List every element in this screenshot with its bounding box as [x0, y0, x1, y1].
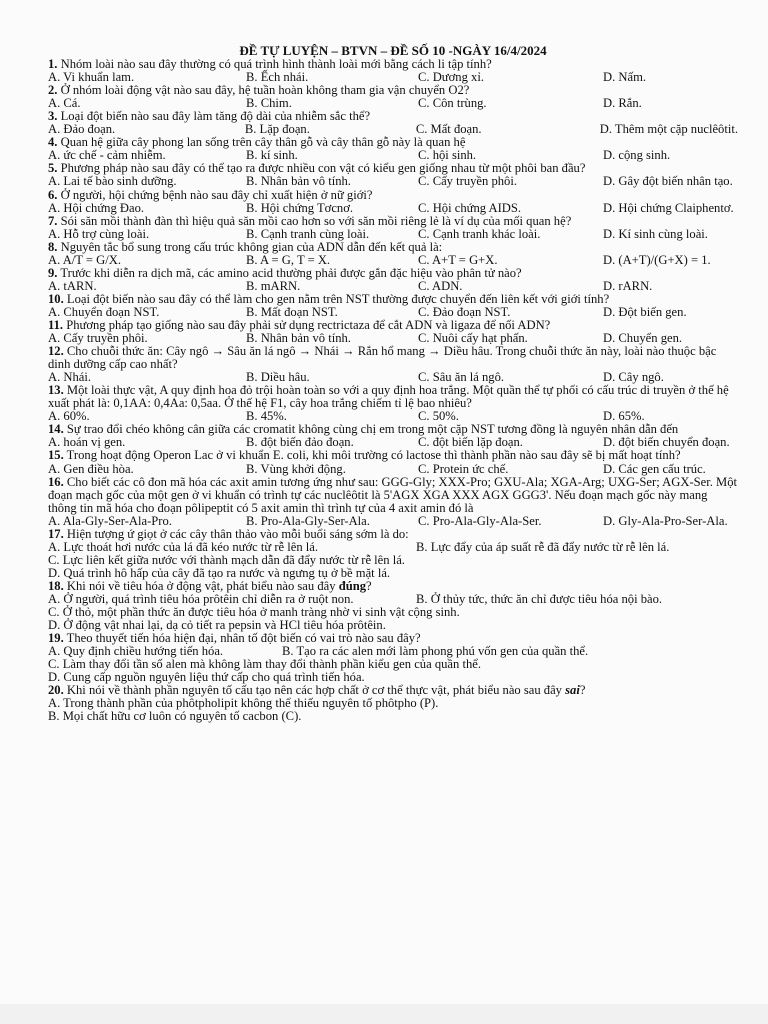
option-c: C. 50%. — [418, 409, 459, 424]
option-c: C. hội sinh. — [418, 148, 477, 163]
option-d: D. Nấm. — [603, 70, 647, 85]
option-a: A. Hội chứng Đao. — [48, 200, 145, 215]
question-number: 6. — [48, 187, 58, 202]
option-c: C. Nuôi cấy hạt phấn. — [418, 331, 528, 346]
option-b: B. Nhân bản vô tính. — [246, 174, 351, 189]
question-13 — [48, 384, 738, 410]
option-b: B. Lực đẩy của áp suất rễ đã đẩy nước từ rễ lên lá. — [416, 539, 670, 554]
page-bottom-margin — [0, 1004, 768, 1024]
options-row — [48, 541, 738, 554]
question-text: Cho biết các cô đon mã hóa các axit amin tương ứng như sau: GGG-Gly; XXX-Pro; GXU-Ala; XGA-Arg; UXG-Ser; AGX-Ser. Một đoạn mạch gốc của một gen ở vi khuẩn có trình tự các nuclêôtit là 5'AGX XGA XXX AGX GGG3'. Nếu đoạn mạch gốc này mang thông tin mã hóa cho đoạn pôlipeptit có 5 axit amin thì trình tự của 4 axit amin đó là — [48, 474, 738, 515]
question-12 — [48, 345, 738, 371]
question-number: 18. — [48, 578, 64, 593]
question-text: Cho chuỗi thức ăn: Cây ngô → Sâu ăn lá ngô → Nhái → Rắn hổ mang → Diều hâu. Trong chuỗi thức ăn này, loài nào thuộc bậc dinh dưỡng cấp cao nhất? — [48, 344, 717, 372]
question-text: Sự trao đổi chéo không cân giữa các cromatit không cùng chị em trong một cặp NST tương đồng là nguyên nhân dẫn đến — [66, 422, 679, 437]
question-9 — [48, 267, 738, 280]
question-number: 19. — [48, 631, 64, 646]
option-d: D. đột biến chuyển đoạn. — [603, 435, 730, 450]
option-d: D. Cung cấp nguồn nguyên liệu thứ cấp cho quá trình tiến hóa. — [48, 670, 365, 685]
option-c: C. Pro-Ala-Gly-Ala-Ser. — [418, 513, 542, 528]
question-text: Loại đột biến nào sau đây làm tăng độ dài của nhiễm sắc thể? — [60, 109, 371, 124]
option-a: A. Gen điều hòa. — [48, 461, 134, 476]
question-17 — [48, 528, 738, 541]
question-list — [48, 58, 738, 528]
question-text: Trước khi diễn ra dịch mã, các amino acid thường phải được gắn đặc hiệu vào phân tử nào? — [60, 265, 522, 280]
question-text: Khi nói về thành phần nguyên tố cấu tạo nên các hợp chất ở cơ thể thực vật, phát biểu nào sau đây — [66, 683, 566, 698]
option-a: A. Hỗ trợ cùng loài. — [48, 226, 150, 241]
option-b: B. mARN. — [246, 278, 301, 293]
question-text: Khi nói về tiêu hóa ở động vật, phát biểu nào sau đây — [66, 578, 339, 593]
option-a: A. hoán vị gen. — [48, 435, 126, 450]
question-number: 5. — [48, 161, 58, 176]
option-d: D. Thêm một cặp nuclêôtit. — [599, 122, 738, 137]
option-a: A. Vi khuẩn lam. — [48, 70, 135, 85]
question-number: 1. — [48, 57, 58, 72]
option-d: D. Đột biến gen. — [603, 304, 687, 319]
option-d: D. Rắn. — [603, 96, 642, 111]
question-18 — [48, 580, 738, 593]
question-text: Ở người, hội chứng bệnh nào sau đây chỉ xuất hiện ở nữ giới? — [60, 187, 373, 202]
question-text-end: ? — [579, 683, 586, 698]
question-text: Trong hoạt động Operon Lac ở vi khuẩn E. coli, khi môi trường có lactose thì thành phần nào sau đây sẽ bị mất hoạt tính? — [66, 448, 681, 463]
option-d: D. Hội chứng Claiphentơ. — [603, 200, 734, 215]
question-7 — [48, 215, 738, 228]
question-number: 15. — [48, 448, 64, 463]
option-b: B. Lặp đoạn. — [244, 122, 310, 137]
option-c: C. Sâu ăn lá ngô. — [418, 370, 505, 385]
option-d: D. (A+T)/(G+X) = 1. — [603, 252, 711, 267]
option-c: C. Làm thay đổi tần số alen mà không làm thay đổi thành phần kiểu gen của quần thể. — [48, 657, 481, 672]
option-b: B. Ở thủy tức, thức ăn chỉ được tiêu hóa nội bào. — [416, 591, 663, 606]
option-a: A. A/T = G/X. — [48, 252, 121, 267]
option-d: D. Cây ngô. — [603, 370, 664, 385]
exam-title: ĐỀ TỰ LUYỆN – BTVN – ĐỀ SỐ 10 -NGÀY 16/4/2024 — [239, 43, 547, 58]
question-15 — [48, 449, 738, 462]
question-text: Phương pháp nào sau đây có thể tạo ra được nhiều con vật có kiểu gen giống nhau từ một phôi ban đầu? — [60, 161, 586, 176]
option-a: A. Lai tế bào sinh dưỡng. — [48, 174, 177, 189]
question-number: 7. — [48, 213, 58, 228]
option-d: D. Các gen cấu trúc. — [603, 461, 706, 476]
option-b: B. Nhân bản vô tính. — [246, 331, 351, 346]
option-a: A. Cấy truyền phôi. — [48, 331, 148, 346]
option-c: C. Mất đoạn. — [415, 122, 482, 137]
option-a: A. Ala-Gly-Ser-Ala-Pro. — [48, 513, 172, 528]
question-text: Ở nhóm loài động vật nào sau đây, hệ tuần hoàn không tham gia vận chuyển O2? — [60, 83, 470, 98]
option-a: A. Nhái. — [48, 370, 92, 385]
question-text: Theo thuyết tiến hóa hiện đại, nhân tố đột biến có vai trò nào sau đây? — [66, 631, 421, 646]
option-d: D. Ở động vật nhai lại, dạ cỏ tiết ra pepsin và HCl tiêu hóa prôtêin. — [48, 618, 386, 633]
option-a: A. Cá. — [48, 96, 81, 111]
question-number: 16. — [48, 474, 64, 489]
option-d: D. 65%. — [603, 409, 645, 424]
question-text: Loại đột biến nào sau đây có thể làm cho gen nằm trên NST thường được chuyển đến liên kết với giới tính? — [66, 291, 610, 306]
option-b: B. 45%. — [246, 409, 287, 424]
question-text: Một loài thực vật, A quy định hoa đỏ trội hoàn toàn so với a quy định hoa trắng. Một quần thể tự phối có cấu trúc di truyền ở thế hệ xuất phát là: 0,1AA: 0,4Aa: 0,5aa. Ở thế hệ F1, cây hoa trắng chiếm tỉ lệ bao nhiêu? — [48, 383, 729, 411]
option-a: A. ức chế - cảm nhiễm. — [48, 148, 166, 163]
question-number: 3. — [48, 109, 58, 124]
option-b: B. A = G, T = X. — [246, 252, 331, 267]
question-number: 2. — [48, 83, 58, 98]
option-b: B. Vùng khởi động. — [246, 461, 346, 476]
option-b: B. Hội chứng Tơcnơ. — [246, 200, 354, 215]
question-number: 8. — [48, 239, 58, 254]
exam-content — [48, 44, 738, 723]
question-text: Quan hệ giữa cây phong lan sống trên cây thân gỗ và cây thân gỗ này là quan hệ — [60, 135, 466, 150]
option-b: B. Tạo ra các alen mới làm phong phú vốn gen của quần thể. — [282, 644, 589, 659]
question-text: Hiện tượng ứ giọt ở các cây thân thảo vào mỗi buổi sáng sớm là do: — [66, 526, 409, 541]
question-text: Nhóm loài nào sau đây thường có quá trình hình thành loài mới bằng cách li tập tính? — [60, 57, 492, 72]
question-text: Phương pháp tạo giống nào sau đây phải sử dụng rectrictaza để cắt ADN và ligaza để nối ADN? — [66, 317, 551, 332]
option-c: C. đột biến lặp đoạn. — [418, 435, 523, 450]
option-b: B. Mọi chất hữu cơ luôn có nguyên tố cacbon (C). — [48, 709, 302, 724]
option-a: A. Ở người, quá trình tiêu hóa prôtêin chỉ diễn ra ở ruột non. — [48, 591, 354, 606]
option-d: D. Kí sinh cùng loài. — [603, 226, 708, 241]
option-b: B. Mất đoạn NST. — [246, 304, 338, 319]
option-c: C. Ở thỏ, một phần thức ăn được tiêu hóa ở manh tràng nhờ vi sinh vật cộng sinh. — [48, 605, 460, 620]
option-c: C. Cấy truyền phôi. — [418, 174, 517, 189]
option-d: D. Gly-Ala-Pro-Ser-Ala. — [603, 513, 728, 528]
option-c: C. Cạnh tranh khác loài. — [418, 226, 541, 241]
question-number: 12. — [48, 344, 64, 359]
question-text-end: ? — [366, 578, 372, 593]
option-c: C. Côn trùng. — [418, 96, 487, 111]
option-a: A. 60%. — [48, 409, 90, 424]
option-d: D. Quá trình hô hấp của cây đã tạo ra nước và ngưng tụ ở bề mặt lá. — [48, 565, 391, 580]
question-10 — [48, 293, 738, 306]
question-number: 13. — [48, 383, 64, 398]
option-d: D. cộng sinh. — [603, 148, 671, 163]
option-b: B. Pro-Ala-Gly-Ser-Ala. — [246, 513, 370, 528]
question-number: 4. — [48, 135, 58, 150]
option-b: B. Cạnh tranh cùng loài. — [246, 226, 370, 241]
option-b: B. đột biến đảo đoạn. — [246, 435, 354, 450]
option-a: A. Quy định chiều hướng tiến hóa. — [48, 644, 224, 659]
option-d: D. rARN. — [603, 278, 653, 293]
question-number: 11. — [48, 317, 64, 332]
question-number: 10. — [48, 291, 64, 306]
option-b: B. Diều hâu. — [246, 370, 310, 385]
option-c: C. ADN. — [418, 278, 463, 293]
option-a: A. Chuyển đoạn NST. — [48, 304, 160, 319]
option-b: B. kí sinh. — [246, 148, 298, 163]
option-c: C. Đảo đoạn NST. — [418, 304, 511, 319]
option-c: C. Dương xỉ. — [418, 70, 484, 85]
option-c: C. Hội chứng AIDS. — [418, 200, 522, 215]
question-text: Nguyên tắc bổ sung trong cấu trúc không gian của ADN dẫn đến kết quả là: — [60, 239, 443, 254]
option-c: C. Protein ức chế. — [418, 461, 509, 476]
question-number: 17. — [48, 526, 64, 541]
question-number: 20. — [48, 683, 64, 698]
option-d: D. Gây đột biến nhân tạo. — [603, 174, 733, 189]
question-number: 14. — [48, 422, 64, 437]
option-a: A. Trong thành phần của phôtpholipit không thể thiếu nguyên tố phôtpho (P). — [48, 696, 439, 711]
option-b: B. Ếch nhái. — [246, 70, 309, 85]
question-text: Sói săn mồi thành đàn thì hiệu quả săn mồi cao hơn so với săn mồi riêng lẻ là ví dụ của mối quan hệ? — [60, 213, 572, 228]
question-emphasis: đúng — [338, 578, 366, 593]
question-16 — [48, 476, 738, 515]
option-d: D. Chuyển gen. — [603, 331, 683, 346]
option-b: B. Chim. — [246, 96, 292, 111]
question-number: 9. — [48, 265, 58, 280]
option-c: C. Lực liên kết giữa nước với thành mạch dẫn đã đẩy nước từ rễ lên lá. — [48, 552, 405, 567]
option-c: C. A+T = G+X. — [418, 252, 498, 267]
question-emphasis: sai — [565, 683, 580, 698]
option-a: A. Lực thoát hơi nước của lá đã kéo nước từ rễ lên lá. — [48, 539, 319, 554]
option-a: A. tARN. — [48, 278, 97, 293]
question-8 — [48, 241, 738, 254]
option-a: A. Đảo đoạn. — [48, 122, 116, 137]
question-6 — [48, 189, 738, 202]
